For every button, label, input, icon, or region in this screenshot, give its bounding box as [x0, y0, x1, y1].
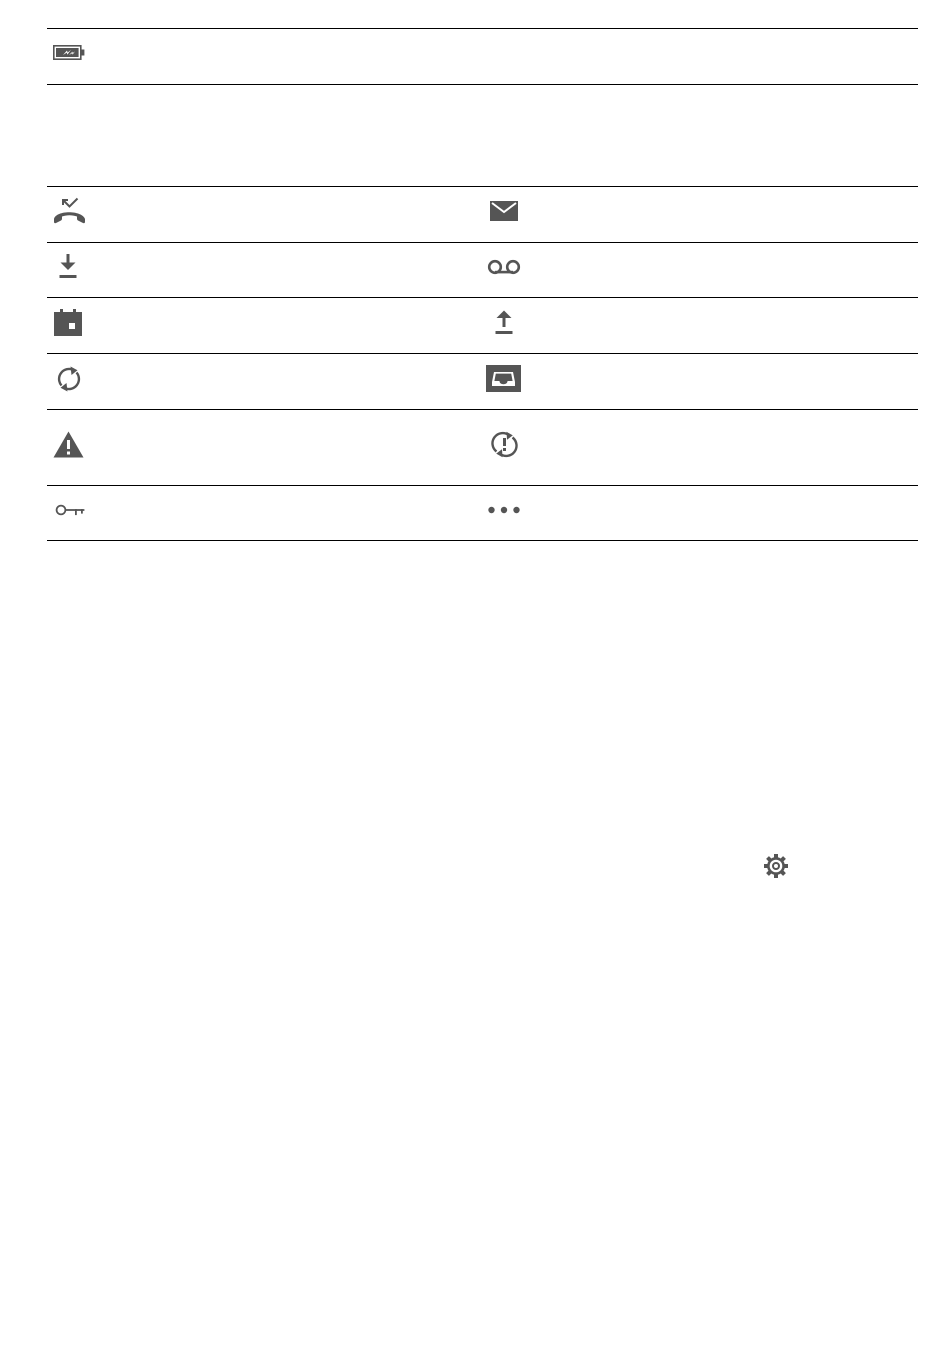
- inbox-tray-icon: [486, 365, 521, 392]
- table-rule: [47, 28, 918, 29]
- vpn-key-icon: [55, 503, 85, 517]
- table-rule: [47, 84, 918, 85]
- calendar-event-icon: [54, 309, 82, 337]
- table-rule: [47, 353, 918, 354]
- battery-charging-icon: [53, 44, 85, 62]
- table-rule: [47, 409, 918, 410]
- table-rule: [47, 297, 918, 298]
- settings-gear-icon: [763, 853, 789, 879]
- more-dots-icon: [487, 505, 521, 515]
- table-rule: [47, 485, 918, 486]
- upload-icon: [495, 309, 513, 335]
- sync-error-icon: [491, 431, 518, 458]
- warning-icon: [53, 431, 84, 458]
- table-rule: [47, 186, 918, 187]
- table-rule: [47, 540, 918, 541]
- missed-call-icon: [53, 197, 87, 225]
- email-icon: [490, 201, 518, 221]
- sync-icon: [55, 365, 83, 393]
- download-icon: [59, 254, 77, 280]
- table-rule: [47, 242, 918, 243]
- voicemail-icon: [487, 259, 521, 275]
